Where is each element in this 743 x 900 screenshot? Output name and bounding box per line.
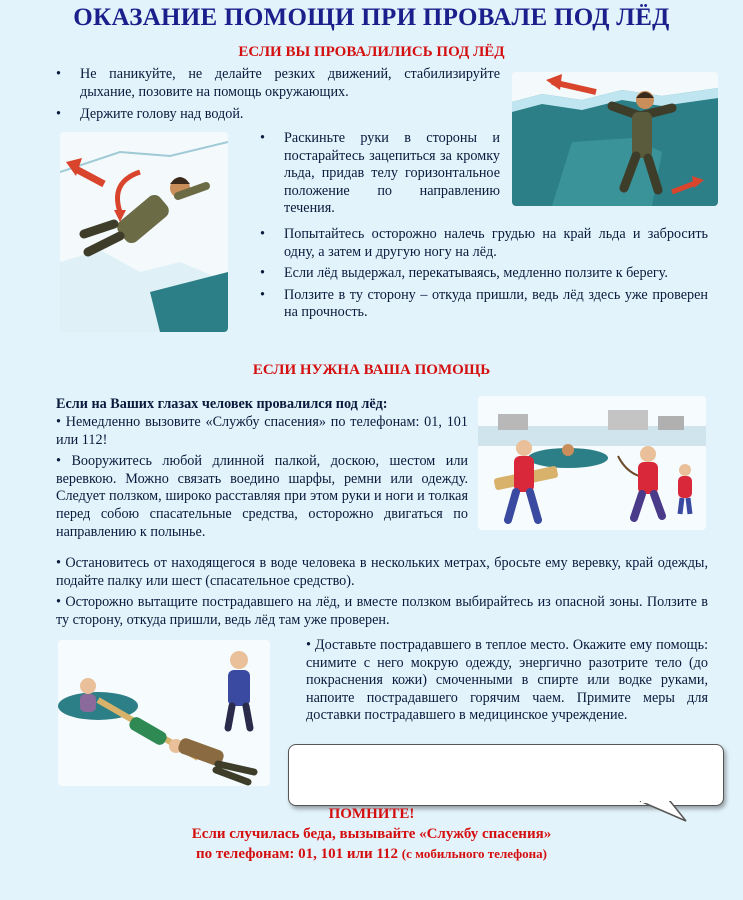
remember-line2: по телефонам: 01, 101 или 112 — [196, 846, 399, 862]
page-title: ОКАЗАНИЕ ПОМОЩИ ПРИ ПРОВАЛЕ ПОД ЛЁД — [73, 4, 670, 31]
section1-heading: ЕСЛИ ВЫ ПРОВАЛИЛИСЬ ПОД ЛЁД — [238, 44, 505, 60]
section2-list-bottom — [306, 637, 708, 725]
section2-list-col — [56, 414, 468, 541]
remember-heading: ПОМНИТЕ! — [328, 806, 415, 822]
remember-line1: Если случилась беда, вызывайте «Службу спасения» — [191, 826, 552, 842]
section1-list-top — [54, 66, 500, 101]
list-item: • Вооружитесь любой длинной палкой, доскою, шестом или веревкою. Можно связать воедино шарфы, ремни или одежду. Следует ползком, широко расставляя при этом руки и ноги и толкая перед собою спасательные средства, осторожно двигаться по направлению к полынье. — [56, 453, 468, 541]
callout-bubble — [288, 744, 724, 806]
remember-line2-note: (с мобильного телефона) — [401, 846, 547, 861]
list-item: • Доставьте пострадавшего в теплое место. Окажите ему помощь: снимите с него мокрую одежду, энергично разотрите тело (до покраснения кожи) смоченными в спирте или водке руками, напоите пострадавшего горячим чаем. Примите меры для доставки пострадавшего в медицинское учреждение. — [306, 637, 708, 725]
list-item: • Если лёд выдержал, перекатываясь, медленно ползите к берегу. — [258, 265, 708, 283]
list-item: • Остановитесь от находящегося в воде человека в нескольких метрах, бросьте ему веревку, край одежды, подайте палку или шест (спасательное средство). — [56, 555, 708, 590]
list-item: • Осторожно вытащите пострадавшего на лёд, и вместе ползком выбирайтесь из опасной зоны. Ползите в ту сторону, откуда пришли, ведь лёд там уже проверен. — [56, 594, 708, 629]
section1-list-top-2 — [54, 106, 500, 124]
list-item: • Раскиньте руки в стороны и постарайтесь зацепиться за кромку льда, придав телу горизонтальное положение по направлению течения. — [258, 130, 500, 218]
list-item: • Немедленно вызовите «Службу спасения» по телефонам: 01, 101 или 112! — [56, 414, 468, 449]
list-item: • Не паникуйте, не делайте резких движений, стабилизируйте дыхание, позовите на помощь окружающих. — [54, 66, 500, 101]
illustration-pull-victim — [58, 640, 270, 786]
illustration-rescue-board — [478, 396, 706, 530]
remember-line2-wrap — [0, 846, 743, 863]
list-item: • Держите голову над водой. — [54, 106, 500, 124]
section2-heading: ЕСЛИ НУЖНА ВАША ПОМОЩЬ — [252, 362, 491, 378]
illustration-grab-ice — [512, 72, 718, 206]
list-item: • Ползите в ту сторону – откуда пришли, ведь лёд здесь уже проверен на прочность. — [258, 287, 708, 322]
illustration-crawl-on-ice — [60, 132, 228, 332]
section2-lead: Если на Ваших глазах человек провалился под лёд: — [56, 396, 388, 412]
list-item: • Попытайтесь осторожно налечь грудью на край льда и забросить одну, а затем и другую ногу на лёд. — [258, 226, 708, 261]
section1-list-rest — [258, 226, 708, 322]
section2-list-wide — [56, 555, 708, 629]
section1-list-col — [258, 130, 500, 218]
